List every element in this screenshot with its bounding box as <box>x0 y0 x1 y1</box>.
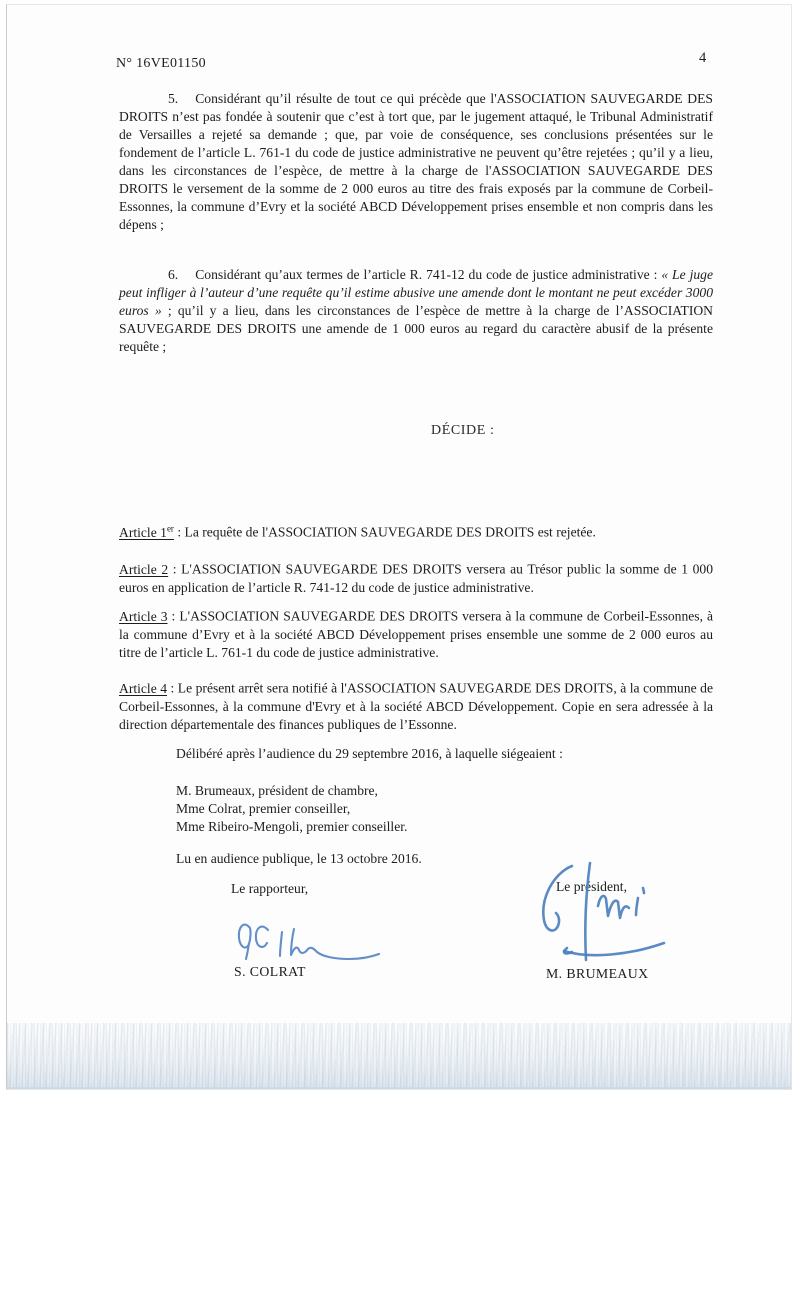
case-number: N° 16VE01150 <box>116 56 206 71</box>
panel-member: M. Brumeaux, président de chambre, <box>176 783 378 798</box>
article-separator: : <box>167 608 180 624</box>
paragraph-number: 6. <box>168 267 179 282</box>
signature-ink-icon <box>534 860 669 970</box>
article-3 <box>119 603 713 662</box>
public-reading-line: Lu en audience publique, le 13 octobre 2016. <box>176 851 422 866</box>
article-4 <box>119 675 713 734</box>
rapporteur-role-label: Le rapporteur, <box>231 881 309 896</box>
panel-member: Mme Ribeiro-Mengoli, premier conseiller. <box>176 819 408 834</box>
article-2-text: L'ASSOCIATION SAUVEGARDE DES DROITS versera au Trésor public la somme de 1 000 euros en application de l’article R. 741-12 du code de justice administrative. <box>119 561 714 595</box>
article-1-label: Article 1er <box>119 523 174 540</box>
paragraph-considerant-6 <box>119 266 713 356</box>
page-number: 4 <box>699 50 707 66</box>
article-4-text: Le présent arrêt sera notifié à l'ASSOCIATION SAUVEGARDE DES DROITS, à la commune de Corbeil-Essonnes, à la commune d'Evry et à la société ABCD Développement. Copie en sera adressée à la direction départementale des finances publiques de l’Essonne. <box>119 680 713 732</box>
president-name: M. BRUMEAUX <box>546 966 649 981</box>
decide-heading: DÉCIDE : <box>431 423 495 438</box>
paragraph-tail: ; qu’il y a lieu, dans les circonstances de l’espèce de mettre à la charge de l’ASSOCIATION SAUVEGARDE DES DROITS une amende de 1 000 euros au regard du caractère abusif de la présente requête ; <box>119 303 713 354</box>
president-role-label: Le président, <box>556 879 627 894</box>
paragraph-text: Considérant qu’il résulte de tout ce qui précède que l'ASSOCIATION SAUVEGARDE DES DROITS n’est pas fondée à soutenir que c’est à tort que, par le jugement attaqué, le Tribunal Administratif de Versailles a rejeté sa demande ; que, par voie de conséquence, ses conclusions présentées sur le fondement de l’article L. 761-1 du code de justice administrative ne peuvent qu’être rejetées ; qu’il y a lieu, dans les circonstances de l’espèce, de mettre à la charge de l'ASSOCIATION SAUVEGARDE DES DROITS le versement de la somme de 2 000 euros au titre des frais exposés par la commune de Corbeil-Essonnes, la commune d’Evry et la société ABCD Développement prises ensemble et non compris dans les dépens ; <box>119 91 713 232</box>
signature-ink-icon <box>237 917 382 969</box>
article-2 <box>119 556 713 597</box>
signature-m-brumeaux <box>534 860 669 970</box>
article-1-text: La requête de l'ASSOCIATION SAUVEGARDE DES DROITS est rejetée. <box>184 524 596 540</box>
article-separator: : <box>168 561 182 577</box>
deliberation-intro: Délibéré après l’audience du 29 septembre 2016, à laquelle siégeaient : <box>176 746 563 761</box>
panel-member: Mme Colrat, premier conseiller, <box>176 801 351 816</box>
paragraph-considerant-5 <box>119 90 713 234</box>
article-2-label: Article 2 <box>119 561 169 577</box>
article-1 <box>119 519 713 542</box>
article-3-label: Article 3 <box>119 608 168 624</box>
statute-quote: « Le juge peut infliger à l’auteur d’une requête qu’il estime abusive une amende dont le montant ne peut excéder 3000 euros » <box>119 267 713 318</box>
article-separator: : <box>173 524 185 540</box>
article-4-label: Article 4 <box>119 680 168 696</box>
article-separator: : <box>167 680 178 696</box>
paragraph-number: 5. <box>168 91 179 106</box>
paragraph-lead: Considérant qu’aux termes de l’article R. 741-12 du code de justice administrative : <box>195 267 662 282</box>
scanner-noise-band <box>7 1023 791 1089</box>
article-3-text: L'ASSOCIATION SAUVEGARDE DES DROITS versera à la commune de Corbeil-Essonnes, à la commune d’Evry et à la société ABCD Développement prises ensemble une somme de 2 000 euros au titre de l’article L. 761-1 du code de justice administrative. <box>119 608 714 660</box>
rapporteur-name: S. COLRAT <box>234 964 306 979</box>
article-1-superscript: er <box>166 523 174 533</box>
signature-s-colrat <box>237 917 382 969</box>
scanned-page <box>6 4 792 1090</box>
